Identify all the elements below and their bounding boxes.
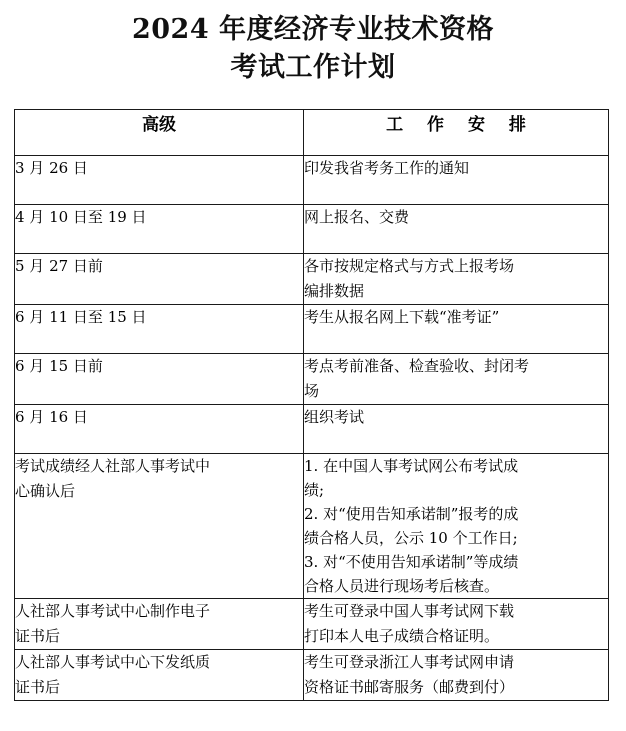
row-schedule-cell [15,156,304,205]
schedule-line: 心确认后 [15,482,76,500]
row-arrangement-cell [304,650,609,701]
arrangement-line: 合格人员进行现场考后核查。 [304,577,500,595]
table-body [15,156,609,701]
arrangement-line: 2. 对“使用告知承诺制”报考的成 [304,505,519,523]
table-row [15,305,609,354]
arrangement-line: 各市按规定格式与方式上报考场 [304,257,515,275]
row-arrangement-cell [304,454,609,599]
arrangement-line: 绩; [304,481,325,499]
arrangement-line: 1. 在中国人事考试网公布考试成 [304,457,519,475]
arrangement-line: 组织考试 [304,408,365,426]
work-plan-table [14,109,609,701]
arrangement-line: 绩合格人员，公示 10 个工作日; [304,529,518,547]
table-row [15,156,609,205]
title-line-2: 考试工作计划 [230,52,396,83]
row-arrangement-cell [304,405,609,454]
table-row [15,650,609,701]
arrangement-line: 编排数据 [304,282,365,300]
schedule-line: 人社部人事考试中心制作电子 [15,602,211,620]
row-schedule-cell [15,454,304,599]
schedule-line: 6 月 16 日 [15,408,88,426]
arrangement-line: 场 [304,382,320,400]
arrangement-line: 打印本人电子成绩合格证明。 [304,627,500,645]
arrangement-line: 考生可登录浙江人事考试网申请 [304,653,515,671]
row-arrangement-cell [304,354,609,405]
schedule-line: 考试成绩经人社部人事考试中 [15,457,211,475]
arrangement-line: 资格证书邮寄服务（邮费到付） [304,678,515,696]
row-schedule-cell [15,599,304,650]
row-schedule-cell [15,254,304,305]
header-level: 高级 [15,110,304,156]
header-work-arrangement: 工 作 安 排 [304,110,609,156]
title-line-1: 2024 年度经济专业技术资格 [131,14,495,45]
arrangement-line: 印发我省考务工作的通知 [304,159,470,177]
table-header-row [15,110,609,156]
row-arrangement-cell [304,305,609,354]
schedule-line: 6 月 15 日前 [15,357,103,375]
table-row [15,254,609,305]
row-schedule-cell [15,650,304,701]
row-arrangement-cell [304,205,609,254]
schedule-line: 4 月 10 日至 19 日 [15,208,147,226]
row-schedule-cell [15,405,304,454]
arrangement-line: 3. 对“不使用告知承诺制”等成绩 [304,553,519,571]
schedule-line: 证书后 [15,678,61,696]
schedule-line: 证书后 [15,627,61,645]
schedule-line: 6 月 11 日至 15 日 [15,308,147,326]
row-schedule-cell [15,305,304,354]
arrangement-line: 考生从报名网上下载“准考证” [304,308,500,326]
row-schedule-cell [15,354,304,405]
arrangement-line: 考生可登录中国人事考试网下载 [304,602,515,620]
table-row [15,405,609,454]
table-row [15,454,609,599]
schedule-line: 5 月 27 日前 [15,257,103,275]
row-arrangement-cell [304,156,609,205]
arrangement-line: 考点考前准备、检查验收、封闭考 [304,357,530,375]
work-plan-table-container [0,109,626,701]
table-row [15,599,609,650]
schedule-line: 人社部人事考试中心下发纸质 [15,653,211,671]
document-title [0,0,626,87]
table-row [15,205,609,254]
row-arrangement-cell [304,599,609,650]
table-row [15,354,609,405]
row-arrangement-cell [304,254,609,305]
schedule-line: 3 月 26 日 [15,159,88,177]
arrangement-line: 网上报名、交费 [304,208,410,226]
row-schedule-cell [15,205,304,254]
